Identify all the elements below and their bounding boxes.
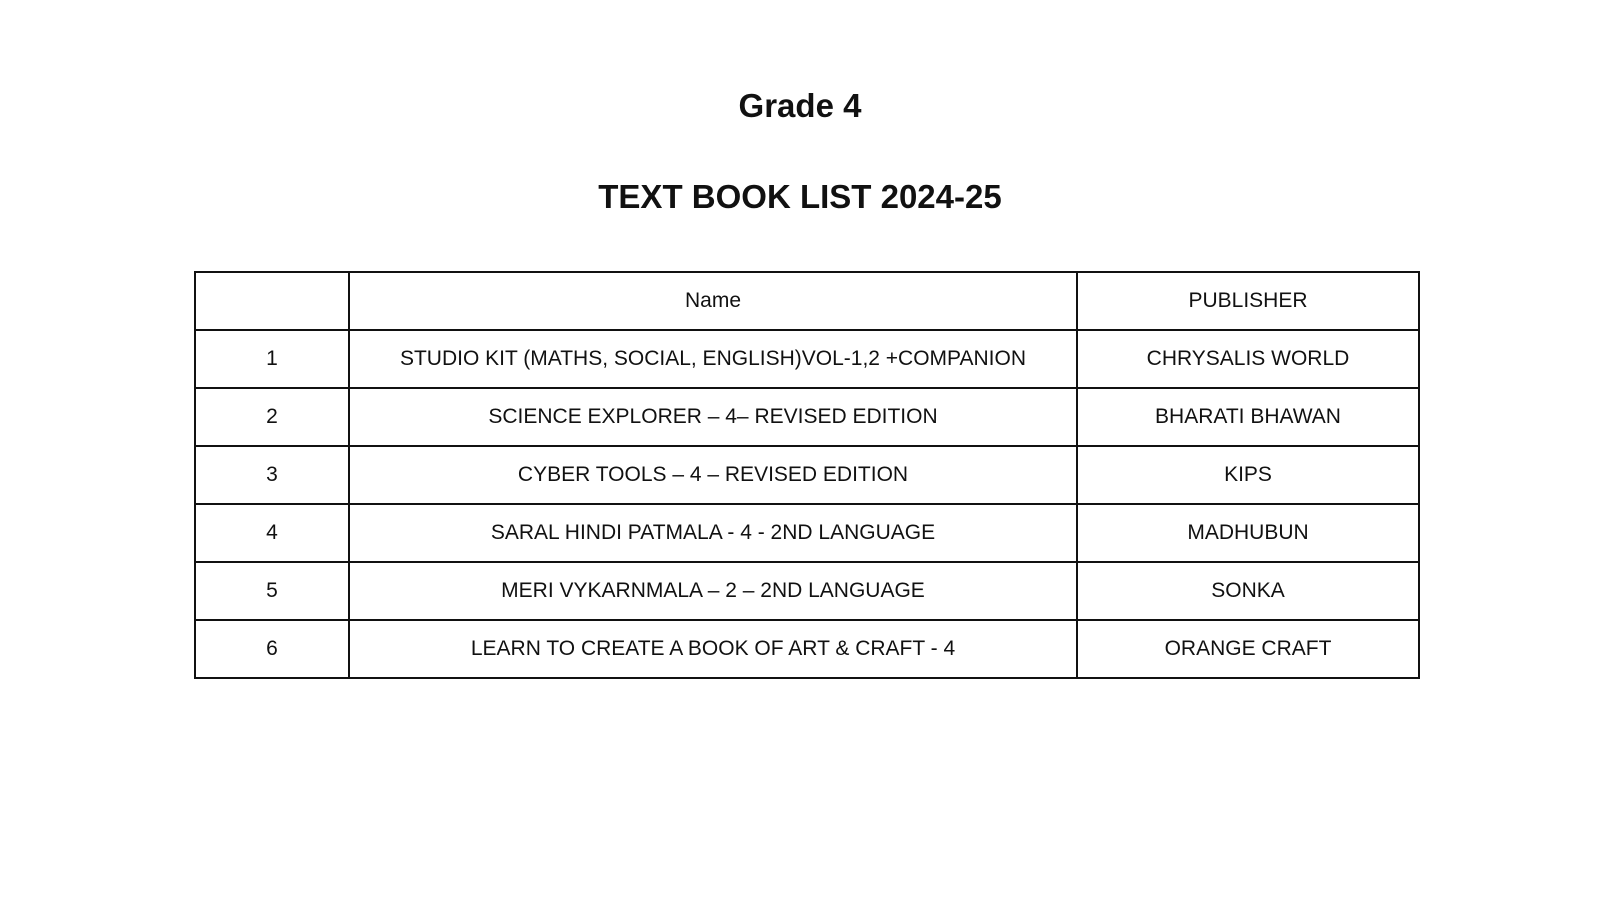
book-name: SARAL HINDI PATMALA - 4 - 2ND LANGUAGE bbox=[349, 504, 1077, 562]
book-name: CYBER TOOLS – 4 – REVISED EDITION bbox=[349, 446, 1077, 504]
row-number: 3 bbox=[195, 446, 349, 504]
row-number: 2 bbox=[195, 388, 349, 446]
table-row bbox=[195, 446, 1419, 504]
book-name: SCIENCE EXPLORER – 4– REVISED EDITION bbox=[349, 388, 1077, 446]
page-title: TEXT BOOK LIST 2024-25 bbox=[598, 178, 1002, 215]
row-number: 1 bbox=[195, 330, 349, 388]
grade-heading: Grade 4 bbox=[738, 87, 862, 124]
publisher-name: KIPS bbox=[1077, 446, 1419, 504]
row-number: 6 bbox=[195, 620, 349, 678]
publisher-name: CHRYSALIS WORLD bbox=[1077, 330, 1419, 388]
column-header-publisher: PUBLISHER bbox=[1077, 272, 1419, 330]
row-number: 5 bbox=[195, 562, 349, 620]
book-name: MERI VYKARNMALA – 2 – 2ND LANGUAGE bbox=[349, 562, 1077, 620]
table-row bbox=[195, 330, 1419, 388]
textbook-table bbox=[194, 271, 1420, 679]
table-row bbox=[195, 620, 1419, 678]
column-header-name: Name bbox=[349, 272, 1077, 330]
book-name: STUDIO KIT (MATHS, SOCIAL, ENGLISH)VOL-1,2 +COMPANION bbox=[349, 330, 1077, 388]
column-header-number bbox=[195, 272, 349, 330]
book-name: LEARN TO CREATE A BOOK OF ART & CRAFT - 4 bbox=[349, 620, 1077, 678]
row-number: 4 bbox=[195, 504, 349, 562]
table-header-row bbox=[195, 272, 1419, 330]
publisher-name: MADHUBUN bbox=[1077, 504, 1419, 562]
publisher-name: ORANGE CRAFT bbox=[1077, 620, 1419, 678]
publisher-name: BHARATI BHAWAN bbox=[1077, 388, 1419, 446]
publisher-name: SONKA bbox=[1077, 562, 1419, 620]
table-row bbox=[195, 562, 1419, 620]
table-row bbox=[195, 388, 1419, 446]
table-row bbox=[195, 504, 1419, 562]
